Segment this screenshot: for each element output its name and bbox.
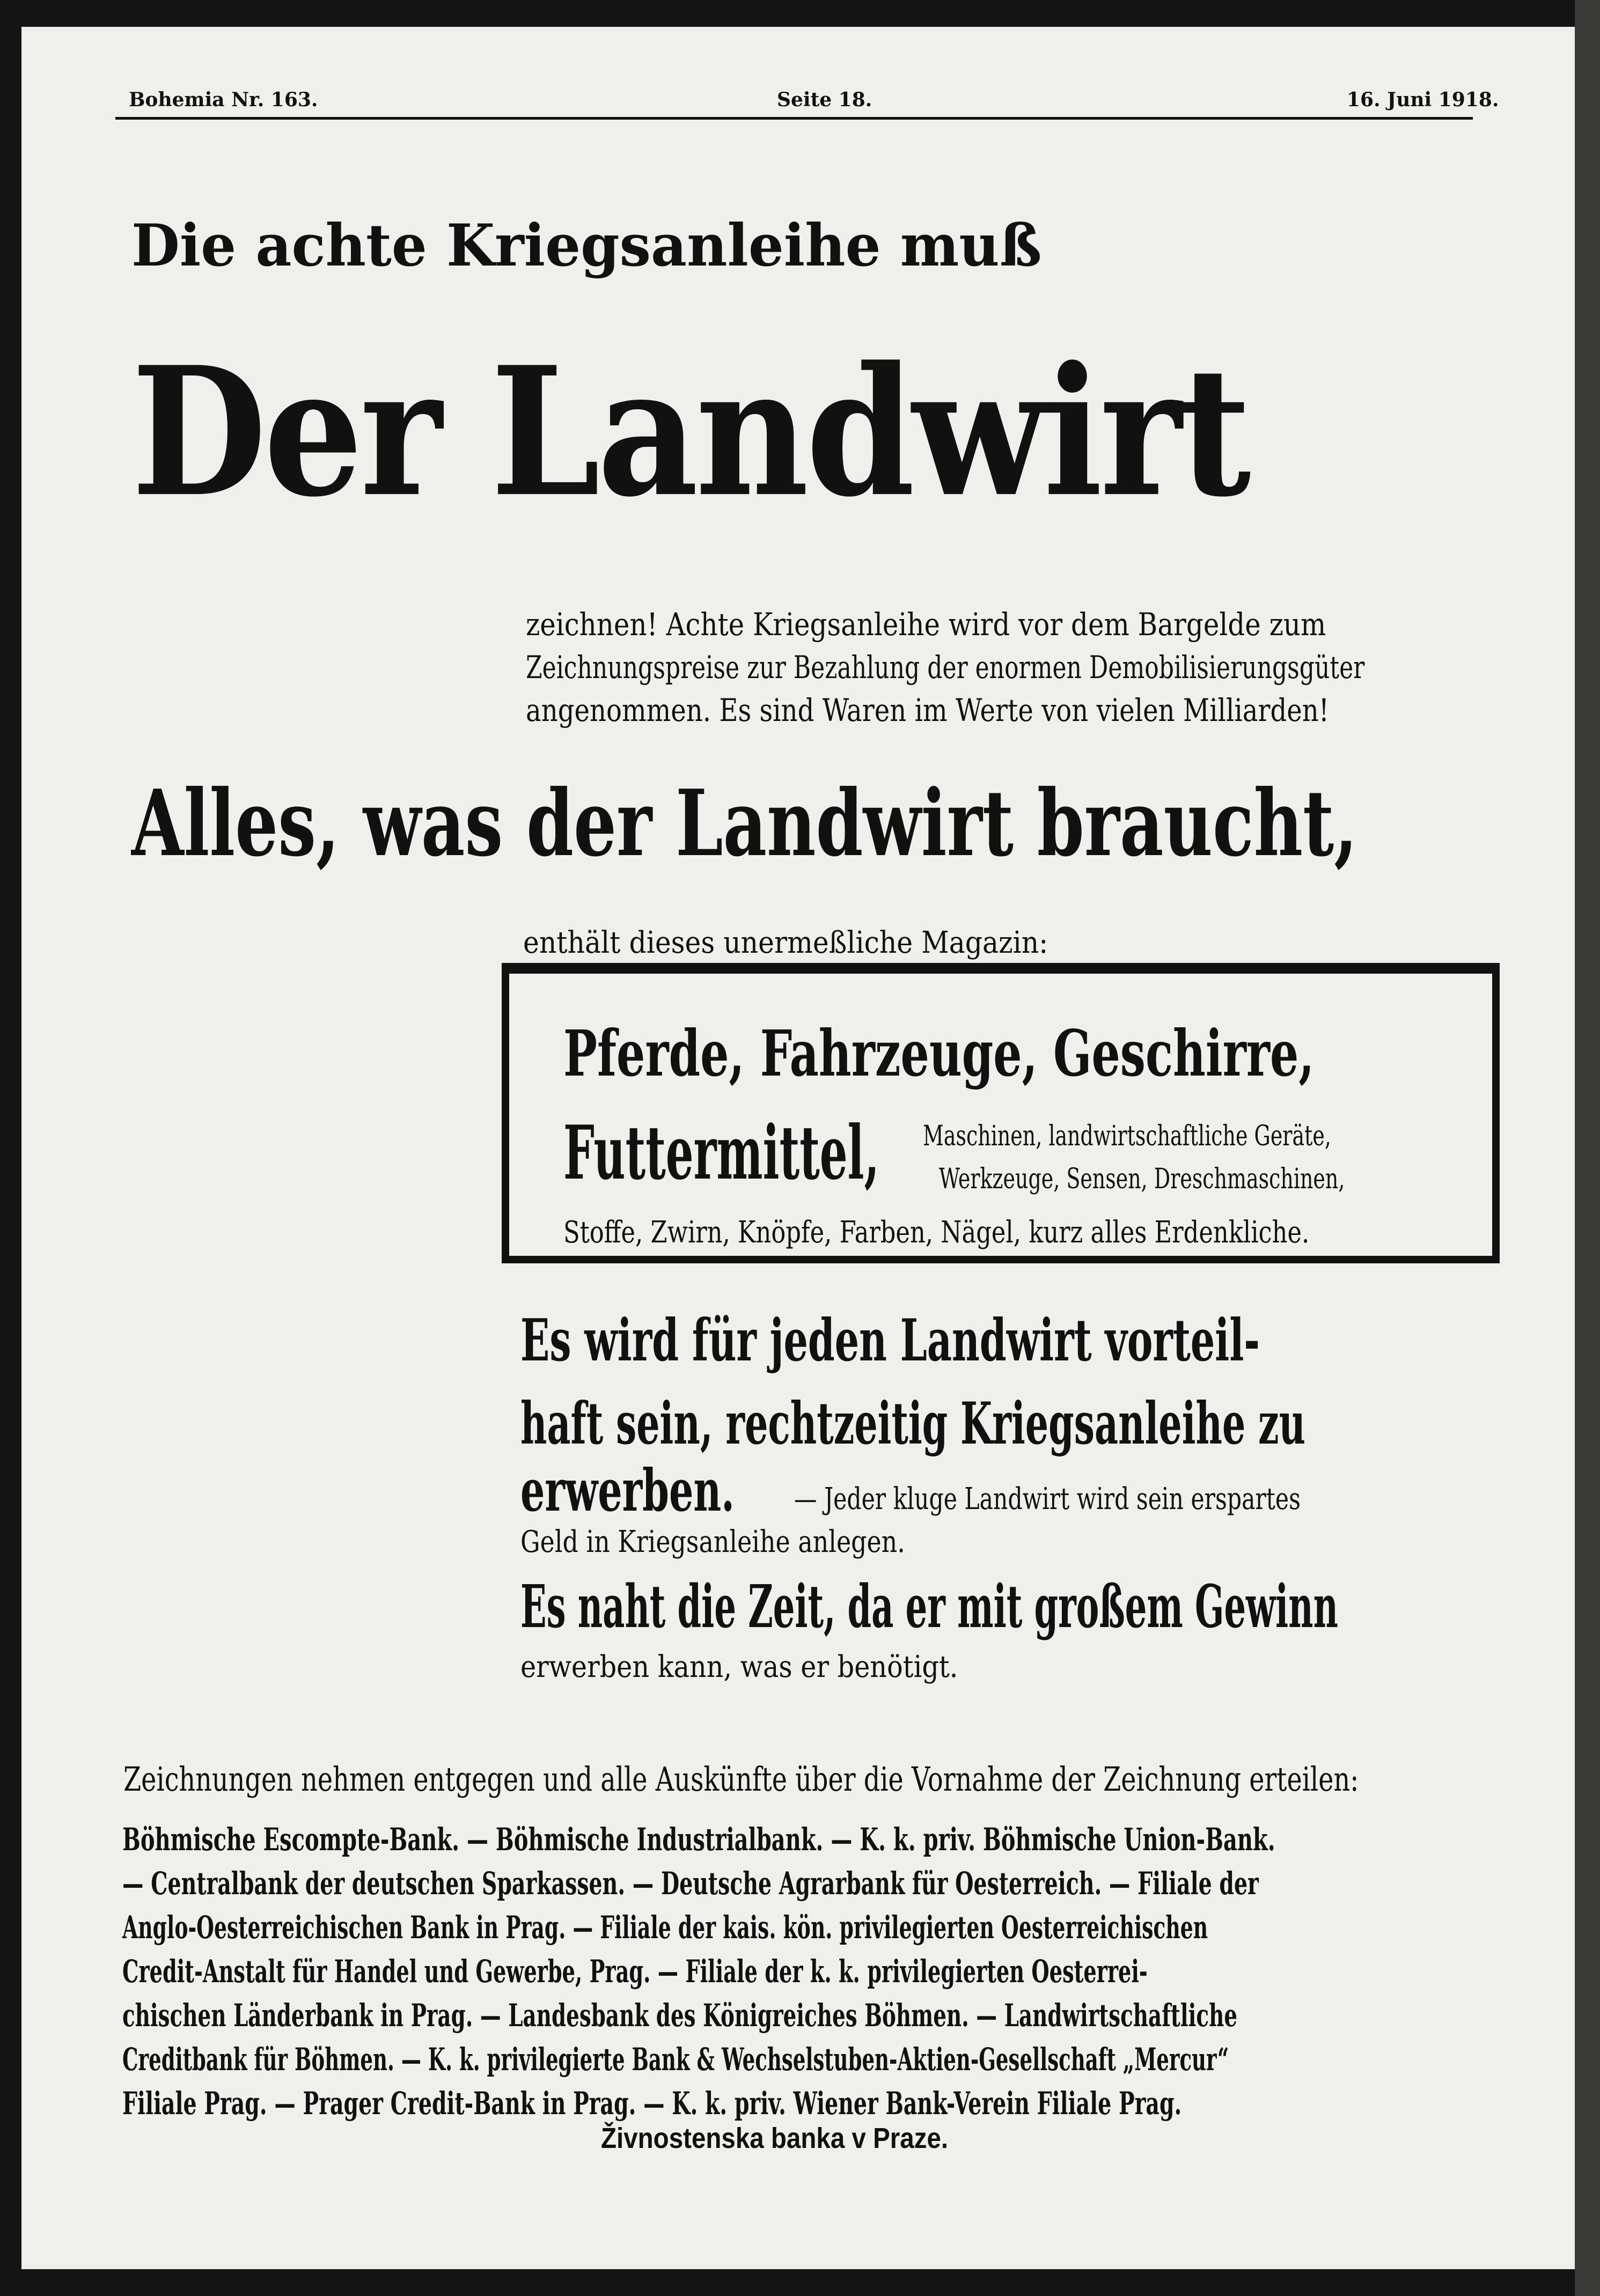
- header-rule: [115, 117, 1473, 120]
- bank-line: — Centralbank der deutschen Sparkassen. — Deutsche Agrarbank für Oesterreich. — Filiale der: [122, 1865, 1259, 1902]
- header-date: 16. Juni 1918.: [1347, 89, 1499, 111]
- slogan-subline: enthält dieses unermeßliche Magazin:: [523, 925, 1048, 960]
- bank-line: Credit-Anstalt für Handel und Gewerbe, Prag. — Filiale der k. k. privilegierten Oesterrei-: [122, 1953, 1148, 1990]
- goods-line-4: Stoffe, Zwirn, Knöpfe, Farben, Nägel, kurz alles Erdenkliche.: [563, 1215, 1310, 1250]
- header-issue: Bohemia Nr. 163.: [129, 89, 318, 111]
- advice-line-3-bold: erwerben.: [520, 1457, 735, 1525]
- header-page-number: Seite 18.: [777, 89, 872, 111]
- intro-line-3: angenommen. Es sind Waren im Werte von vielen Milliarden!: [526, 692, 1330, 728]
- intro-line-2: Zeichnungspreise zur Bezahlung der enormen Demobilisierungsgüter: [526, 649, 1365, 686]
- bank-line: Anglo-Oesterreichischen Bank in Prag. — Filiale der kais. kön. privilegierten Oesterreichischen: [122, 1909, 1208, 1946]
- advice-line-3-small: — Jeder kluge Landwirt wird sein erspartes: [794, 1482, 1301, 1517]
- slogan: Alles, was der Landwirt braucht,: [131, 770, 1357, 877]
- headline-main: Der Landwirt: [131, 328, 1249, 536]
- scan-edge: [1575, 0, 1600, 2296]
- intro-line-1: zeichnen! Achte Kriegsanleihe wird vor dem Bargelde zum: [526, 606, 1326, 643]
- banks-intro: Zeichnungen nehmen entgegen und alle Auskünfte über die Vornahme der Zeichnung erteilen:: [123, 1760, 1359, 1799]
- advice-line-4: Geld in Kriegsanleihe anlegen.: [520, 1525, 905, 1559]
- advice-line-1: Es wird für jeden Landwirt vorteil-: [520, 1307, 1260, 1374]
- goods-big-word: Futtermittel,: [563, 1109, 879, 1196]
- goods-small-2: Werkzeuge, Sensen, Dreschmaschinen,: [939, 1163, 1345, 1195]
- goods-small-1: Maschinen, landwirtschaftliche Geräte,: [923, 1120, 1331, 1152]
- bank-line: Creditbank für Böhmen. — K. k. privilegierte Bank & Wechselstuben-Aktien-Gesellschaft „Mercur“: [122, 2041, 1229, 2078]
- goods-line-1: Pferde, Fahrzeuge, Geschirre,: [563, 1016, 1315, 1091]
- bank-line: Filiale Prag. — Prager Credit-Bank in Prag. — K. k. priv. Wiener Bank-Verein Filiale Prag.: [122, 2085, 1182, 2122]
- bank-line: Böhmische Escompte-Bank. — Böhmische Industrialbank. — K. k. priv. Böhmische Union-Bank.: [122, 1821, 1275, 1858]
- bank-line: chischen Länderbank in Prag. — Landesbank des Königreiches Böhmen. — Landwirtschaftliche: [122, 1997, 1238, 2034]
- advice-line-5: Es naht die Zeit, da er mit großem Gewinn: [520, 1572, 1339, 1641]
- final-bank: Živnostenska banka v Praze.: [601, 2122, 949, 2154]
- advice-line-6: erwerben kann, was er benötigt.: [520, 1650, 958, 1684]
- advice-line-2: haft sein, rechtzeitig Kriegsanleihe zu: [520, 1390, 1306, 1458]
- headline-line1: Die achte Kriegsanleihe muß: [131, 212, 1042, 279]
